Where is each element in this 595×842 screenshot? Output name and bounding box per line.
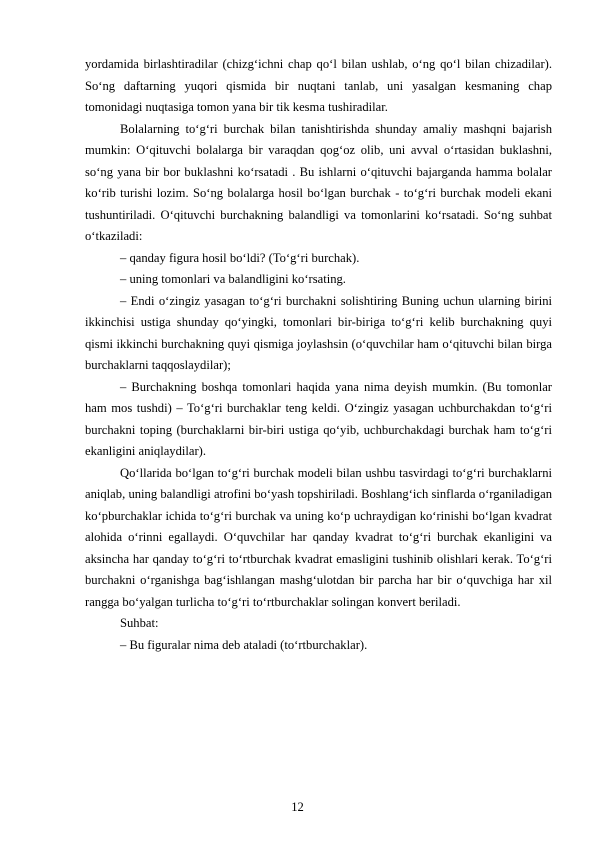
body-text	[85, 54, 552, 656]
paragraph-exercise-description: Bolalarning to‘g‘ri burchak bilan tanishtirishda shunday amaliy mashqni bajarish mumkin: O‘qituvchi bolalarga bir varaqdan qog‘oz olib, uni avval o‘rtasidan buklashni, so‘ng yana bir bor buklashni ko‘rsatadi . Bu ishlarni o‘qituvchi bajarganda hamma bolalar ko‘rib turishi lozim. So‘ng bolalarga hosil bo‘lgan burchak - to‘g‘ri burchak modeli ekani tushuntiriladi. O‘qituvchi burchakning balandligi va tomonlarini ko‘rsatadi. So‘ng suhbat o‘tkaziladi:	[85, 121, 552, 243]
dialogue-line-show-sides: – uning tomonlari va balandligini ko‘rsating.	[120, 272, 346, 286]
paragraph-right-angle-model: Qo‘llarida bo‘lgan to‘g‘ri burchak modeli bilan ushbu tasvirdagi to‘g‘ri burchaklarni aniqlab, uning balandligi atrofini bo‘yash topshiriladi. Boshlang‘ich sinflarda o‘rganiladigan ko‘pburchaklar ichida to‘g‘ri burchak va uning ko‘p uchraydigan ko‘rinishi bo‘lgan kvadrat alohida o‘rinni egallaydi. O‘quvchilar har qanday kvadrat to‘g‘ri burchak ekanligini va aksincha har qanday to‘g‘ri to‘rtburchak kvadrat emasligini tushinib olishlari kerak. To‘g‘ri burchakni o‘rganishga bag‘ishlangan mashg‘ulotdan bir parcha har bir o‘quvchiga har xil rangga bo‘yalgan turlicha to‘g‘ri to‘rtburchaklar solingan konvert beriladi.	[85, 465, 552, 609]
dialogue-line-figures-name: – Bu figuralar nima deb ataladi (to‘rtburchaklar).	[120, 637, 368, 652]
paragraph-continuation: yordamida birlashtiradilar (chizg‘ichni chap qo‘l bilan ushlab, o‘ng qo‘l bilan chizadilar). So‘ng daftarning yuqori qismida bir nuqtani tanlab, uni yasalgan kesmaning chap tomonidagi nuqtasiga tomon yana bir tik kesma tushiradilar.	[85, 57, 552, 114]
dialogue-line-question-figure: – qanday figura hosil bo‘ldi? (To‘g‘ri burchak).	[120, 250, 360, 265]
page-number: 12	[291, 800, 304, 814]
dialogue-line-other-sides: – Burchakning boshqa tomonlari haqida yana nima deyish mumkin. (Bu tomonlar ham mos tushdi) – To‘g‘ri burchaklar teng keldi. O‘zingiz yasagan uchburchakdan to‘g‘ri burchakni toping (burchaklarni bir-biri ustiga qo‘yib, uchburchakdagi burchak ham to‘g‘ri ekanligini aniqlaydilar).	[85, 379, 552, 458]
dialogue-line-compare: – Endi o‘zingiz yasagan to‘g‘ri burchakni solishtiring Buning uchun ularning birini ikkinchisi ustiga shunday qo‘yingki, tomonlari bir-biriga to‘g‘ri kelib burchakning quyi qismi ikkinchi burchakning quyi qismiga joylashsin (o‘quvchilar ham o‘qituvchi bilan birga burchaklarni taqqoslaydilar);	[85, 293, 552, 372]
conversation-heading: Suhbat:	[120, 616, 159, 630]
